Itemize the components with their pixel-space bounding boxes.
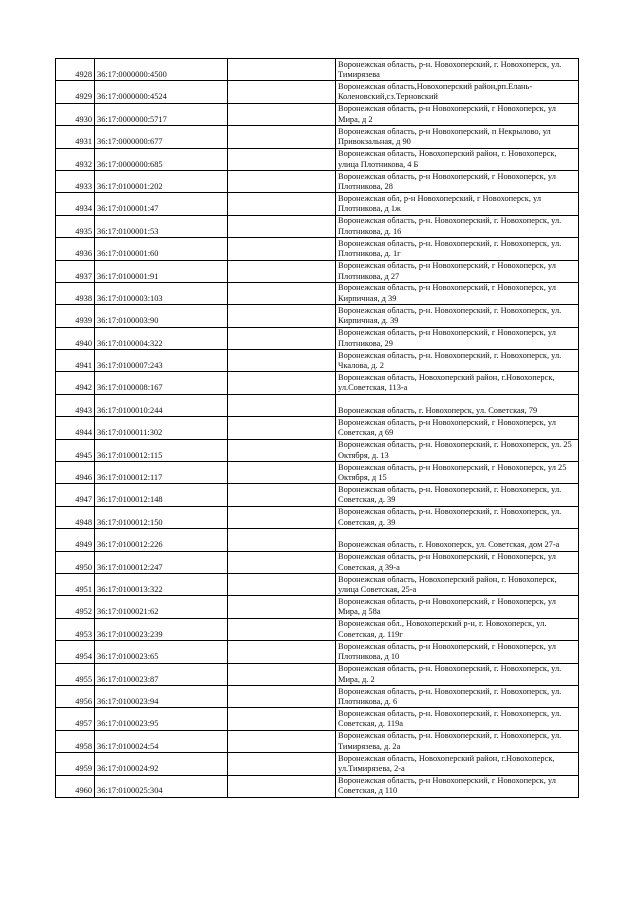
- row-number-cell: 4956: [56, 685, 95, 707]
- row-number-cell: 4935: [56, 215, 95, 237]
- address-cell: Воронежская область, г. Новохоперск, ул. Советская, 79: [336, 394, 579, 416]
- cadastral-number-cell: 36:17:0100024:54: [95, 730, 228, 752]
- table-row: [56, 730, 579, 752]
- address-cell: Воронежская область, р-н Новохоперский, г Новохоперск, ул Советская, д 69: [336, 417, 579, 439]
- empty-cell: [228, 282, 336, 304]
- empty-cell: [228, 708, 336, 730]
- table-row: [56, 238, 579, 260]
- table-row: [56, 439, 579, 461]
- address-cell: Воронежская область, р-н Новохоперский, г Новохоперск, ул Мира, д 2: [336, 103, 579, 125]
- empty-cell: [228, 81, 336, 103]
- empty-cell: [228, 775, 336, 797]
- empty-cell: [228, 170, 336, 192]
- cadastral-number-cell: 36:17:0100012:247: [95, 551, 228, 573]
- row-number-cell: 4934: [56, 193, 95, 215]
- row-number-cell: 4930: [56, 103, 95, 125]
- address-cell: Воронежская область, р-н. Новохоперский, г. Новохоперск, ул. Советская, д. 39: [336, 484, 579, 506]
- row-number-cell: 4954: [56, 641, 95, 663]
- cadastral-number-cell: 36:17:0100003:103: [95, 282, 228, 304]
- cadastral-number-cell: 36:17:0000000:4500: [95, 59, 228, 81]
- address-cell: Воронежская область, р-н. Новохоперский, г. Новохоперск, ул. Советская, д. 39: [336, 506, 579, 528]
- empty-cell: [228, 529, 336, 551]
- empty-cell: [228, 484, 336, 506]
- cadastral-number-cell: 36:17:0100023:65: [95, 641, 228, 663]
- empty-cell: [228, 148, 336, 170]
- address-cell: Воронежская область, р-н. Новохоперский, г. Новохоперск, ул. Тимирязева, д. 2а: [336, 730, 579, 752]
- empty-cell: [228, 439, 336, 461]
- table-row: [56, 81, 579, 103]
- table-row: [56, 59, 579, 81]
- cadastral-number-cell: 36:17:0000000:4524: [95, 81, 228, 103]
- cadastral-number-cell: 36:17:0100001:91: [95, 260, 228, 282]
- cadastral-number-cell: 36:17:0100025:304: [95, 775, 228, 797]
- address-cell: Воронежская область, Новохоперский район, г.Новохоперск, ул.Советская, 113-а: [336, 372, 579, 394]
- address-cell: Воронежская область, р-н Новохоперский, г Новохоперск, ул Мира, д 58а: [336, 596, 579, 618]
- empty-cell: [228, 327, 336, 349]
- empty-cell: [228, 215, 336, 237]
- row-number-cell: 4960: [56, 775, 95, 797]
- empty-cell: [228, 193, 336, 215]
- table-row: [56, 708, 579, 730]
- table-row: [56, 573, 579, 595]
- table-row: [56, 529, 579, 551]
- table-row: [56, 753, 579, 775]
- cadastral-number-cell: 36:17:0100001:202: [95, 170, 228, 192]
- address-cell: Воронежская область, р-н Новохоперский, г Новохоперск, ул Кирпичная, д 39: [336, 282, 579, 304]
- cadastral-number-cell: 36:17:0100010:244: [95, 394, 228, 416]
- cadastral-number-cell: 36:17:0100001:53: [95, 215, 228, 237]
- cadastral-number-cell: 36:17:0100012:226: [95, 529, 228, 551]
- row-number-cell: 4942: [56, 372, 95, 394]
- table-row: [56, 260, 579, 282]
- cadastral-number-cell: 36:17:0100012:115: [95, 439, 228, 461]
- cadastral-number-cell: 36:17:0000000:677: [95, 126, 228, 148]
- table-row: [56, 596, 579, 618]
- row-number-cell: 4945: [56, 439, 95, 461]
- cadastral-number-cell: 36:17:0100001:60: [95, 238, 228, 260]
- address-cell: Воронежская область, р-н. Новохоперский, г. Новохоперск, ул. Плотникова, д. 6: [336, 685, 579, 707]
- row-number-cell: 4944: [56, 417, 95, 439]
- address-cell: Воронежская область, р-н. Новохоперский, г. Новохоперск, ул. Тимирязева: [336, 59, 579, 81]
- address-cell: Воронежская область, р-н. Новохоперский, г. Новохоперск, ул. 25 Октября, д. 13: [336, 439, 579, 461]
- row-number-cell: 4932: [56, 148, 95, 170]
- row-number-cell: 4952: [56, 596, 95, 618]
- cadastral-number-cell: 36:17:0100024:92: [95, 753, 228, 775]
- table-row: [56, 305, 579, 327]
- address-cell: Воронежская обл, р-н Новохоперский, г Новохоперск, ул Плотникова, д 1ж: [336, 193, 579, 215]
- address-cell: Воронежская область, р-н Новохоперский, г Новохоперск, ул Плотникова, д 27: [336, 260, 579, 282]
- cadastral-number-cell: 36:17:0100007:243: [95, 350, 228, 372]
- empty-cell: [228, 394, 336, 416]
- table-row: [56, 394, 579, 416]
- address-cell: Воронежская область, Новохоперский район, г. Новохоперск, улица Плотникова, 4 Б: [336, 148, 579, 170]
- table-row: [56, 685, 579, 707]
- cadastral-number-cell: 36:17:0100023:87: [95, 663, 228, 685]
- table-row: [56, 618, 579, 640]
- table-row: [56, 417, 579, 439]
- row-number-cell: 4937: [56, 260, 95, 282]
- address-cell: Воронежская область, р-н. Новохоперский, г. Новохоперск, ул. Мира, д. 2: [336, 663, 579, 685]
- address-cell: Воронежская область, р-н Новохоперский, г Новохоперск, ул Плотникова, д 10: [336, 641, 579, 663]
- table-row: [56, 327, 579, 349]
- address-cell: Воронежская область, р-н Новохоперский, г Новохоперск, ул 25 Октября, д 15: [336, 462, 579, 484]
- cadastral-number-cell: 36:17:0100013:322: [95, 573, 228, 595]
- table-row: [56, 506, 579, 528]
- row-number-cell: 4951: [56, 573, 95, 595]
- empty-cell: [228, 618, 336, 640]
- address-cell: Воронежская область, р-н. Новохоперский, г. Новохоперск, ул. Чкалова, д. 2: [336, 350, 579, 372]
- empty-cell: [228, 103, 336, 125]
- empty-cell: [228, 596, 336, 618]
- table-row: [56, 215, 579, 237]
- empty-cell: [228, 506, 336, 528]
- address-cell: Воронежская область, Новохоперский район, г.Новохоперск, ул.Тимирязева, 2-а: [336, 753, 579, 775]
- table-row: [56, 775, 579, 797]
- row-number-cell: 4943: [56, 394, 95, 416]
- address-cell: Воронежская обл., Новохоперский р-н, г. Новохоперск, ул. Советская, д. 119г: [336, 618, 579, 640]
- empty-cell: [228, 372, 336, 394]
- row-number-cell: 4955: [56, 663, 95, 685]
- address-cell: Воронежская область, р-н. Новохоперский, г. Новохоперск, ул. Советская, д. 119а: [336, 708, 579, 730]
- empty-cell: [228, 730, 336, 752]
- register-body: [56, 59, 579, 798]
- table-row: [56, 126, 579, 148]
- empty-cell: [228, 260, 336, 282]
- empty-cell: [228, 551, 336, 573]
- address-cell: Воронежская область, р-н Новохоперский, г Новохоперск, ул Советская, д 39-а: [336, 551, 579, 573]
- address-cell: Воронежская область, Новохоперский район, г. Новохоперск, улица Советская, 25-а: [336, 573, 579, 595]
- address-cell: Воронежская область, р-н Новохоперский, п Некрылово, ул Привокзальная, д 90: [336, 126, 579, 148]
- empty-cell: [228, 305, 336, 327]
- address-cell: Воронежская область, р-н. Новохоперский, г. Новохоперск, ул. Плотникова, д. 16: [336, 215, 579, 237]
- table-row: [56, 350, 579, 372]
- row-number-cell: 4936: [56, 238, 95, 260]
- table-row: [56, 103, 579, 125]
- empty-cell: [228, 641, 336, 663]
- row-number-cell: 4939: [56, 305, 95, 327]
- empty-cell: [228, 462, 336, 484]
- empty-cell: [228, 59, 336, 81]
- table-row: [56, 663, 579, 685]
- empty-cell: [228, 685, 336, 707]
- cadastral-number-cell: 36:17:0100003:90: [95, 305, 228, 327]
- empty-cell: [228, 663, 336, 685]
- address-cell: Воронежская область, р-н. Новохоперский, г. Новохоперск, ул. Плотникова, д. 1г: [336, 238, 579, 260]
- table-row: [56, 372, 579, 394]
- address-cell: Воронежская область, р-н. Новохоперский, г. Новохоперск, ул. Кирпичная, д. 39: [336, 305, 579, 327]
- address-cell: Воронежская область,Новохоперский район,рп.Елань-Коленовский,сз.Терновский: [336, 81, 579, 103]
- cadastral-number-cell: 36:17:0100011:302: [95, 417, 228, 439]
- address-cell: Воронежская область, р-н Новохоперский, г Новохоперск, ул Плотникова, 29: [336, 327, 579, 349]
- row-number-cell: 4941: [56, 350, 95, 372]
- row-number-cell: 4931: [56, 126, 95, 148]
- cadastral-number-cell: 36:17:0000000:685: [95, 148, 228, 170]
- cadastral-number-cell: 36:17:0100008:167: [95, 372, 228, 394]
- table-row: [56, 193, 579, 215]
- cadastral-number-cell: 36:17:0100001:47: [95, 193, 228, 215]
- cadastral-number-cell: 36:17:0000000:5717: [95, 103, 228, 125]
- address-cell: Воронежская область, р-н Новохоперский, г Новохоперск, ул Советская, д 110: [336, 775, 579, 797]
- empty-cell: [228, 417, 336, 439]
- row-number-cell: 4946: [56, 462, 95, 484]
- table-row: [56, 170, 579, 192]
- row-number-cell: 4959: [56, 753, 95, 775]
- table-row: [56, 484, 579, 506]
- row-number-cell: 4948: [56, 506, 95, 528]
- cadastral-number-cell: 36:17:0100021:62: [95, 596, 228, 618]
- table-row: [56, 282, 579, 304]
- empty-cell: [228, 126, 336, 148]
- row-number-cell: 4938: [56, 282, 95, 304]
- empty-cell: [228, 238, 336, 260]
- row-number-cell: 4929: [56, 81, 95, 103]
- row-number-cell: 4940: [56, 327, 95, 349]
- row-number-cell: 4947: [56, 484, 95, 506]
- empty-cell: [228, 753, 336, 775]
- row-number-cell: 4928: [56, 59, 95, 81]
- cadastral-number-cell: 36:17:0100023:239: [95, 618, 228, 640]
- cadastral-number-cell: 36:17:0100023:95: [95, 708, 228, 730]
- property-register-table: [55, 58, 579, 798]
- empty-cell: [228, 573, 336, 595]
- table-row: [56, 148, 579, 170]
- table-row: [56, 641, 579, 663]
- table-row: [56, 551, 579, 573]
- empty-cell: [228, 350, 336, 372]
- row-number-cell: 4933: [56, 170, 95, 192]
- address-cell: Воронежская область, г. Новохоперск, ул. Советская, дом 27-а: [336, 529, 579, 551]
- address-cell: Воронежская область, р-н Новохоперский, г Новохоперск, ул Плотникова, 28: [336, 170, 579, 192]
- cadastral-number-cell: 36:17:0100012:148: [95, 484, 228, 506]
- row-number-cell: 4950: [56, 551, 95, 573]
- table-row: [56, 462, 579, 484]
- cadastral-number-cell: 36:17:0100012:117: [95, 462, 228, 484]
- cadastral-number-cell: 36:17:0100012:150: [95, 506, 228, 528]
- cadastral-number-cell: 36:17:0100004:322: [95, 327, 228, 349]
- row-number-cell: 4949: [56, 529, 95, 551]
- cadastral-number-cell: 36:17:0100023:94: [95, 685, 228, 707]
- row-number-cell: 4953: [56, 618, 95, 640]
- row-number-cell: 4958: [56, 730, 95, 752]
- row-number-cell: 4957: [56, 708, 95, 730]
